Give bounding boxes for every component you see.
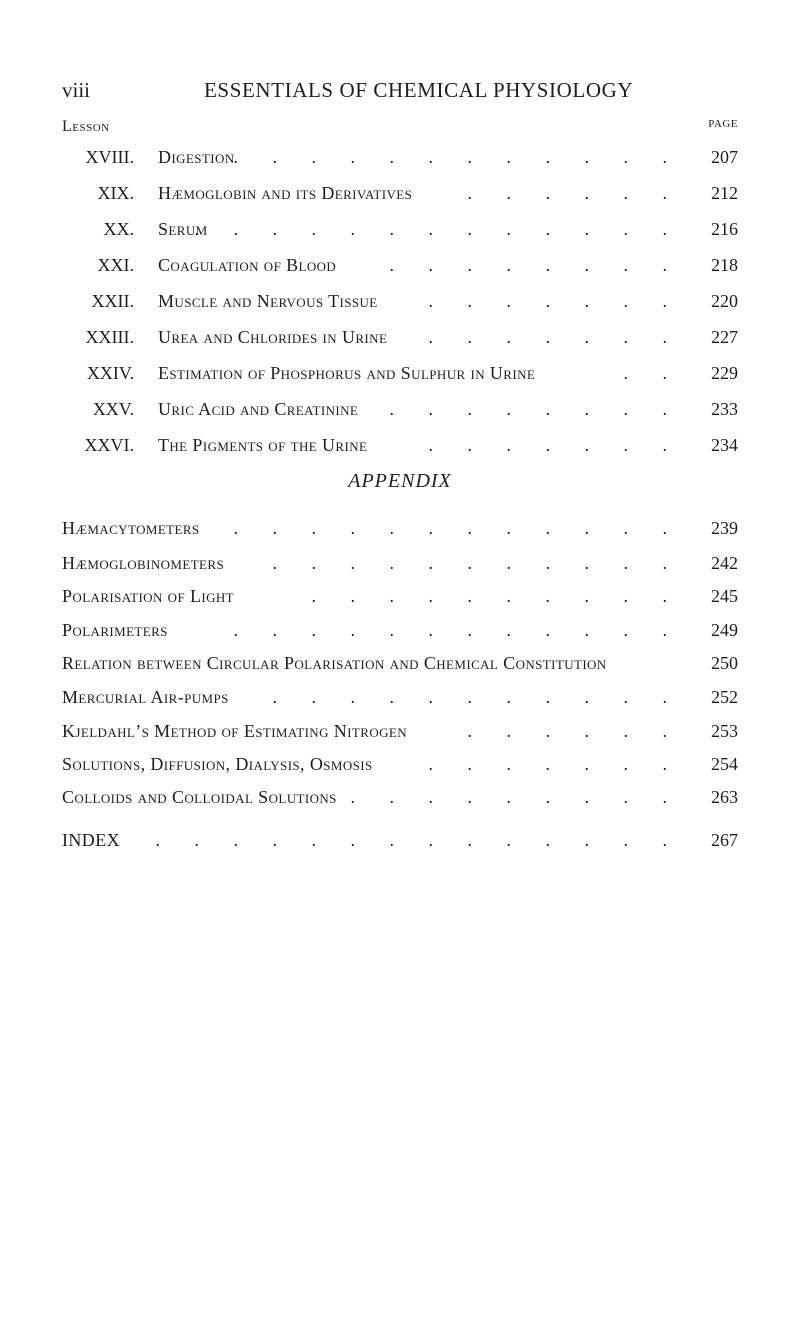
lesson-title: Serum xyxy=(158,219,208,239)
dot-leader: . . xyxy=(623,363,682,383)
lesson-number: XXII. xyxy=(91,291,134,311)
lesson-number: XXIII. xyxy=(85,327,134,347)
dot-leader: . . . . . . . . . . . xyxy=(272,687,682,707)
lesson-number: XIX. xyxy=(97,183,134,203)
appendix-title: Relation between Circular Polarisation and Chemical Constitution xyxy=(62,653,607,673)
lesson-column-heading: Lesson xyxy=(62,118,110,135)
page-ref: 254 xyxy=(711,754,738,774)
appendix-title: Hæmacytometers xyxy=(62,518,200,538)
page-ref: 245 xyxy=(711,586,738,606)
appendix-title: Mercurial Air-pumps xyxy=(62,687,229,707)
appendix-entry xyxy=(62,620,738,650)
appendix-entry xyxy=(62,518,738,548)
dot-leader: . . . . . . . . . . . . . . xyxy=(155,830,682,850)
dot-leader: . . . . . . . . . . . . . xyxy=(194,219,682,239)
lesson-number: XXVI. xyxy=(84,435,134,455)
running-title: ESSENTIALS OF CHEMICAL PHYSIOLOGY xyxy=(204,78,634,102)
appendix-title: Colloids and Colloidal Solutions xyxy=(62,787,337,807)
appendix-entry xyxy=(62,553,738,583)
appendix-title: Hæmoglobinometers xyxy=(62,553,225,573)
dot-leader: . . . . . . . xyxy=(428,291,682,311)
page-ref: 239 xyxy=(711,518,738,538)
lesson-entry xyxy=(62,363,738,393)
dot-leader: . . . . . . xyxy=(467,183,682,203)
appendix-title: Solutions, Diffusion, Dialysis, Osmosis xyxy=(62,754,373,774)
page-ref: 227 xyxy=(711,327,738,347)
page-ref: 218 xyxy=(711,255,738,275)
lesson-title: Urea and Chlorides in Urine xyxy=(158,327,388,347)
page-ref: 250 xyxy=(711,653,738,673)
lesson-title: Digestion xyxy=(158,147,235,167)
dot-leader: . . . . . . . . . xyxy=(350,787,682,807)
page-column-heading: PAGE xyxy=(708,118,738,130)
page-ref: 212 xyxy=(711,183,738,203)
appendix-entry xyxy=(62,586,738,616)
lesson-entry xyxy=(62,327,738,357)
page-ref: 267 xyxy=(711,830,738,850)
lesson-title: Estimation of Phosphorus and Sulphur in Urine xyxy=(158,363,536,383)
page-number: viii xyxy=(62,78,91,102)
appendix-entry xyxy=(62,653,738,683)
lesson-title: Muscle and Nervous Tissue xyxy=(158,291,378,311)
lesson-entry xyxy=(62,219,738,249)
dot-leader: . . . . . . . xyxy=(428,435,682,455)
page-ref: 207 xyxy=(711,147,738,167)
dot-leader: . . . . . . . . xyxy=(389,399,682,419)
index-entry xyxy=(62,830,738,860)
appendix-entry xyxy=(62,754,738,784)
lesson-number: XXI. xyxy=(97,255,134,275)
appendix-heading: APPENDIX xyxy=(348,470,452,492)
page-ref: 252 xyxy=(711,687,738,707)
dot-leader: . . . . . . xyxy=(467,721,682,741)
lesson-title: Hæmoglobin and its Derivatives xyxy=(158,183,413,203)
page-ref: 216 xyxy=(711,219,738,239)
lesson-number: XVIII. xyxy=(85,147,134,167)
lesson-title: Uric Acid and Creatinine xyxy=(158,399,359,419)
lesson-entry xyxy=(62,255,738,285)
dot-leader: . . . . . . . . . . . . xyxy=(233,620,682,640)
page-ref: 229 xyxy=(711,363,738,383)
lesson-entry xyxy=(62,435,738,465)
running-header xyxy=(62,78,738,108)
appendix-entry xyxy=(62,721,738,751)
page-ref: 249 xyxy=(711,620,738,640)
lesson-title: Coagulation of Blood xyxy=(158,255,337,275)
lesson-number: XX. xyxy=(103,219,134,239)
index-title: INDEX xyxy=(62,830,120,850)
page-ref: 233 xyxy=(711,399,738,419)
appendix-title: Kjeldahl’s Method of Estimating Nitrogen xyxy=(62,721,408,741)
appendix-entry xyxy=(62,687,738,717)
dot-leader: . . . . . . . . . . . . xyxy=(233,518,682,538)
dot-leader: . . . . . . . xyxy=(428,754,682,774)
dot-leader: . . . . . . . . . . . . xyxy=(233,147,682,167)
dot-leader: . . . . . . . . xyxy=(389,255,682,275)
lesson-entry xyxy=(62,291,738,321)
appendix-title: Polarimeters xyxy=(62,620,168,640)
page-ref: 263 xyxy=(711,787,738,807)
dot-leader: . . . . . . . xyxy=(428,327,682,347)
dot-leader: . . . . . . . . . . . xyxy=(272,553,682,573)
lesson-title: The Pigments of the Urine xyxy=(158,435,368,455)
appendix-title: Polarisation of Light xyxy=(62,586,235,606)
page-ref: 253 xyxy=(711,721,738,741)
page-ref: 220 xyxy=(711,291,738,311)
lesson-number: XXV. xyxy=(92,399,134,419)
lesson-number: XXIV. xyxy=(86,363,134,383)
page-ref: 242 xyxy=(711,553,738,573)
dot-leader: . . . . . . . . . . xyxy=(311,586,682,606)
lesson-entry xyxy=(62,147,738,177)
appendix-entry xyxy=(62,787,738,817)
lesson-entry xyxy=(62,183,738,213)
page-ref: 234 xyxy=(711,435,738,455)
lesson-entry xyxy=(62,399,738,429)
